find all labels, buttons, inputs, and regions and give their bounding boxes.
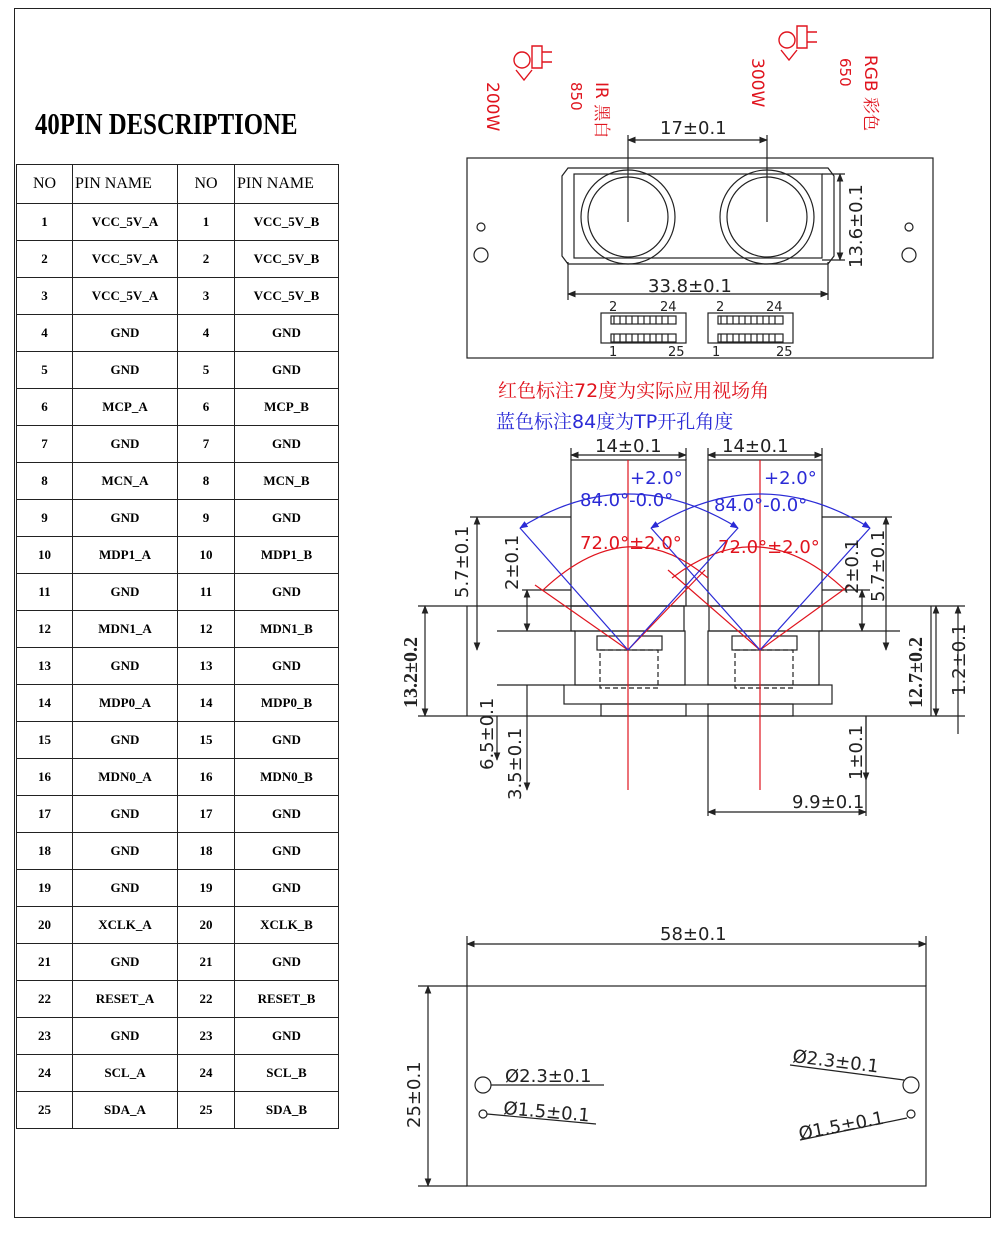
red-note: 红色标注72度为实际应用视场角 xyxy=(498,380,770,402)
pin-no-a: 16 xyxy=(17,759,73,796)
pin-no-a: 23 xyxy=(17,1018,73,1055)
pin-name-b: SCL_B xyxy=(235,1055,339,1092)
hole-large-left xyxy=(475,1077,491,1093)
pin-name-a: SCL_A xyxy=(73,1055,178,1092)
dim-9-9: 9.9±0.1 xyxy=(792,792,865,813)
pin-name-a: GND xyxy=(73,796,178,833)
pin-no-b: 7 xyxy=(178,426,235,463)
dim-1-2: 1.2±0.1 xyxy=(949,623,970,696)
red-angle-left: 72.0°±2.0° xyxy=(580,533,682,554)
pin-no-a: 4 xyxy=(17,315,73,352)
pin-name-a: GND xyxy=(73,944,178,981)
left-watt-label: 200W xyxy=(482,82,502,132)
pin-no-b: 4 xyxy=(178,315,235,352)
pin-name-a: MCP_A xyxy=(73,389,178,426)
dim-1: 1±0.1 xyxy=(846,724,867,780)
pin-no-b: 9 xyxy=(178,500,235,537)
right-type-label: RGB 彩色 xyxy=(860,55,880,132)
pin-name-a: GND xyxy=(73,1018,178,1055)
pin-name-b: GND xyxy=(235,944,339,981)
hole-large-right-label: Ø2.3±0.1 xyxy=(791,1046,880,1078)
camera-module-inner xyxy=(574,174,822,258)
dim-module-width: 33.8±0.1 xyxy=(648,276,732,297)
pin-name-b: MCN_B xyxy=(235,463,339,500)
mount-hole xyxy=(474,248,488,262)
side-view xyxy=(418,448,965,816)
dim-lens-spacing: 17±0.1 xyxy=(660,118,727,139)
pin-no-b: 17 xyxy=(178,796,235,833)
pin-no-a: 18 xyxy=(17,833,73,870)
pin-name-b: GND xyxy=(235,500,339,537)
pin-name-a: VCC_5V_A xyxy=(73,278,178,315)
pin-no-b: 18 xyxy=(178,833,235,870)
pin-name-a: MDP1_A xyxy=(73,537,178,574)
conn-left-pin-1: 1 xyxy=(609,345,618,360)
pin-no-b: 10 xyxy=(178,537,235,574)
pin-name-a: SDA_A xyxy=(73,1092,178,1129)
pin-no-a: 2 xyxy=(17,241,73,278)
pin-name-a: XCLK_A xyxy=(73,907,178,944)
pin-no-a: 14 xyxy=(17,685,73,722)
mount-hole xyxy=(902,248,916,262)
pin-name-b: VCC_5V_B xyxy=(235,204,339,241)
pin-name-b: GND xyxy=(235,796,339,833)
pin-no-a: 20 xyxy=(17,907,73,944)
blue-angle-tol-right: +2.0° xyxy=(764,468,817,489)
header-no-a: NO xyxy=(17,165,73,204)
laser-warning-icon-left xyxy=(514,46,552,80)
pin-name-b: VCC_5V_B xyxy=(235,241,339,278)
dim-2-right: 2±0.1 xyxy=(842,538,863,594)
pin-name-a: GND xyxy=(73,870,178,907)
pin-no-b: 5 xyxy=(178,352,235,389)
pin-name-a: MDN0_A xyxy=(73,759,178,796)
blue-note: 蓝色标注84度为TP开孔角度 xyxy=(496,411,734,433)
mount-hole xyxy=(905,223,913,231)
pin-name-b: VCC_5V_B xyxy=(235,278,339,315)
pin-name-b: GND xyxy=(235,315,339,352)
conn-right-pin-25: 25 xyxy=(776,345,793,360)
pin-name-b: GND xyxy=(235,722,339,759)
dim-6-5: 6.5±0.1 xyxy=(477,697,498,770)
pin-name-b: MDP1_B xyxy=(235,537,339,574)
pin-name-a: GND xyxy=(73,500,178,537)
mount-hole xyxy=(477,223,485,231)
blue-fov-lines xyxy=(520,494,870,650)
red-angle-right: 72.0°±2.0° xyxy=(718,537,820,558)
pin-name-b: SDA_B xyxy=(235,1092,339,1129)
hole-small-left xyxy=(479,1110,487,1118)
right-nm-label: 650 xyxy=(836,58,854,87)
dim-5-7-left: 5.7±0.1 xyxy=(452,525,473,598)
pin-name-a: GND xyxy=(73,426,178,463)
conn-right-pin-24: 24 xyxy=(766,300,783,315)
pin-no-b: 25 xyxy=(178,1092,235,1129)
pin-name-a: GND xyxy=(73,722,178,759)
pin-no-a: 15 xyxy=(17,722,73,759)
conn-left-pin-2: 2 xyxy=(609,300,618,315)
pin-no-b: 12 xyxy=(178,611,235,648)
dim-12-7: 12.7±0.2 xyxy=(905,637,927,708)
header-no-b: NO xyxy=(178,165,235,204)
pin-no-a: 10 xyxy=(17,537,73,574)
pin-name-a: GND xyxy=(73,315,178,352)
pin-name-a: MDN1_A xyxy=(73,611,178,648)
left-nm-label: 850 xyxy=(567,82,585,111)
pin-name-b: GND xyxy=(235,1018,339,1055)
connector-left xyxy=(601,313,686,343)
pin-no-a: 11 xyxy=(17,574,73,611)
pin-name-a: MDP0_A xyxy=(73,685,178,722)
pin-no-a: 21 xyxy=(17,944,73,981)
pin-name-b: GND xyxy=(235,426,339,463)
pin-no-a: 13 xyxy=(17,648,73,685)
pin-no-a: 22 xyxy=(17,981,73,1018)
side-view-labels xyxy=(400,436,970,813)
conn-left-pin-25: 25 xyxy=(668,345,685,360)
pin-name-b: GND xyxy=(235,833,339,870)
hole-large-right xyxy=(903,1077,919,1093)
pin-no-b: 13 xyxy=(178,648,235,685)
pin-no-b: 15 xyxy=(178,722,235,759)
pin-no-b: 8 xyxy=(178,463,235,500)
pin-no-a: 5 xyxy=(17,352,73,389)
dim-board-width: 58±0.1 xyxy=(660,924,727,945)
pin-name-a: GND xyxy=(73,833,178,870)
page-title: 40PIN DESCRIPTIONE xyxy=(35,106,298,141)
hole-large-left-label: Ø2.3±0.1 xyxy=(505,1066,592,1087)
pin-name-a: VCC_5V_A xyxy=(73,241,178,278)
conn-right-pin-2: 2 xyxy=(716,300,725,315)
pin-no-a: 24 xyxy=(17,1055,73,1092)
blue-angle-tol-left: +2.0° xyxy=(630,468,683,489)
dim-13-2: 13.2±0.2 xyxy=(400,637,422,708)
pin-name-a: MCN_A xyxy=(73,463,178,500)
pin-name-a: GND xyxy=(73,648,178,685)
dim-5-7-right: 5.7±0.1 xyxy=(868,529,889,602)
bottom-view-labels xyxy=(404,924,886,1145)
pin-no-a: 19 xyxy=(17,870,73,907)
right-watt-label: 300W xyxy=(747,58,767,108)
blue-angle-right: 84.0°-0.0° xyxy=(714,495,808,516)
hole-small-right-label: Ø1.5±0.1 xyxy=(796,1107,886,1145)
pin-no-a: 8 xyxy=(17,463,73,500)
pin-name-b: MDP0_B xyxy=(235,685,339,722)
pin-no-b: 11 xyxy=(178,574,235,611)
pin-no-b: 19 xyxy=(178,870,235,907)
laser-warning-icon-right xyxy=(779,26,817,60)
pin-no-b: 22 xyxy=(178,981,235,1018)
pin-name-b: MCP_B xyxy=(235,389,339,426)
pin-no-b: 6 xyxy=(178,389,235,426)
pin-no-b: 21 xyxy=(178,944,235,981)
blue-angle-left: 84.0°-0.0° xyxy=(580,490,674,511)
pin-no-b: 2 xyxy=(178,241,235,278)
pin-no-b: 16 xyxy=(178,759,235,796)
pin-no-a: 12 xyxy=(17,611,73,648)
conn-left-pin-24: 24 xyxy=(660,300,677,315)
pin-no-a: 7 xyxy=(17,426,73,463)
pin-no-b: 24 xyxy=(178,1055,235,1092)
dim-lens-width-right: 14±0.1 xyxy=(722,436,789,457)
left-type-label: IR 黑白 xyxy=(591,82,611,139)
dim-board-height: 25±0.1 xyxy=(404,1061,425,1128)
pin-name-b: GND xyxy=(235,870,339,907)
pin-name-b: XCLK_B xyxy=(235,907,339,944)
pin-no-b: 1 xyxy=(178,204,235,241)
pin-no-a: 1 xyxy=(17,204,73,241)
hole-small-right xyxy=(907,1110,915,1118)
dim-lens-width-left: 14±0.1 xyxy=(595,436,662,457)
pin-name-b: MDN0_B xyxy=(235,759,339,796)
pin-no-b: 3 xyxy=(178,278,235,315)
pin-name-b: GND xyxy=(235,352,339,389)
pin-name-a: VCC_5V_A xyxy=(73,204,178,241)
pin-no-a: 6 xyxy=(17,389,73,426)
pin-no-b: 23 xyxy=(178,1018,235,1055)
camera-module-outline xyxy=(562,168,834,264)
pin-no-a: 17 xyxy=(17,796,73,833)
pin-no-b: 20 xyxy=(178,907,235,944)
pin-no-a: 9 xyxy=(17,500,73,537)
hole-small-left-label: Ø1.5±0.1 xyxy=(502,1098,591,1127)
pin-no-a: 3 xyxy=(17,278,73,315)
pin-name-b: MDN1_B xyxy=(235,611,339,648)
pin-no-b: 14 xyxy=(178,685,235,722)
pin-no-a: 25 xyxy=(17,1092,73,1129)
pin-name-a: GND xyxy=(73,574,178,611)
pin-name-b: RESET_B xyxy=(235,981,339,1018)
header-pin-name-b: PIN NAME xyxy=(235,165,339,204)
conn-right-pin-1: 1 xyxy=(712,345,721,360)
dim-module-height: 13.6±0.1 xyxy=(846,184,867,268)
pin-name-b: GND xyxy=(235,574,339,611)
connector-right xyxy=(708,313,793,343)
dim-3-5: 3.5±0.1 xyxy=(505,727,526,800)
header-pin-name-a: PIN NAME xyxy=(73,165,178,204)
pin-name-a: GND xyxy=(73,352,178,389)
pin-name-b: GND xyxy=(235,648,339,685)
pin-name-a: RESET_A xyxy=(73,981,178,1018)
dim-2-left: 2±0.1 xyxy=(502,534,523,590)
